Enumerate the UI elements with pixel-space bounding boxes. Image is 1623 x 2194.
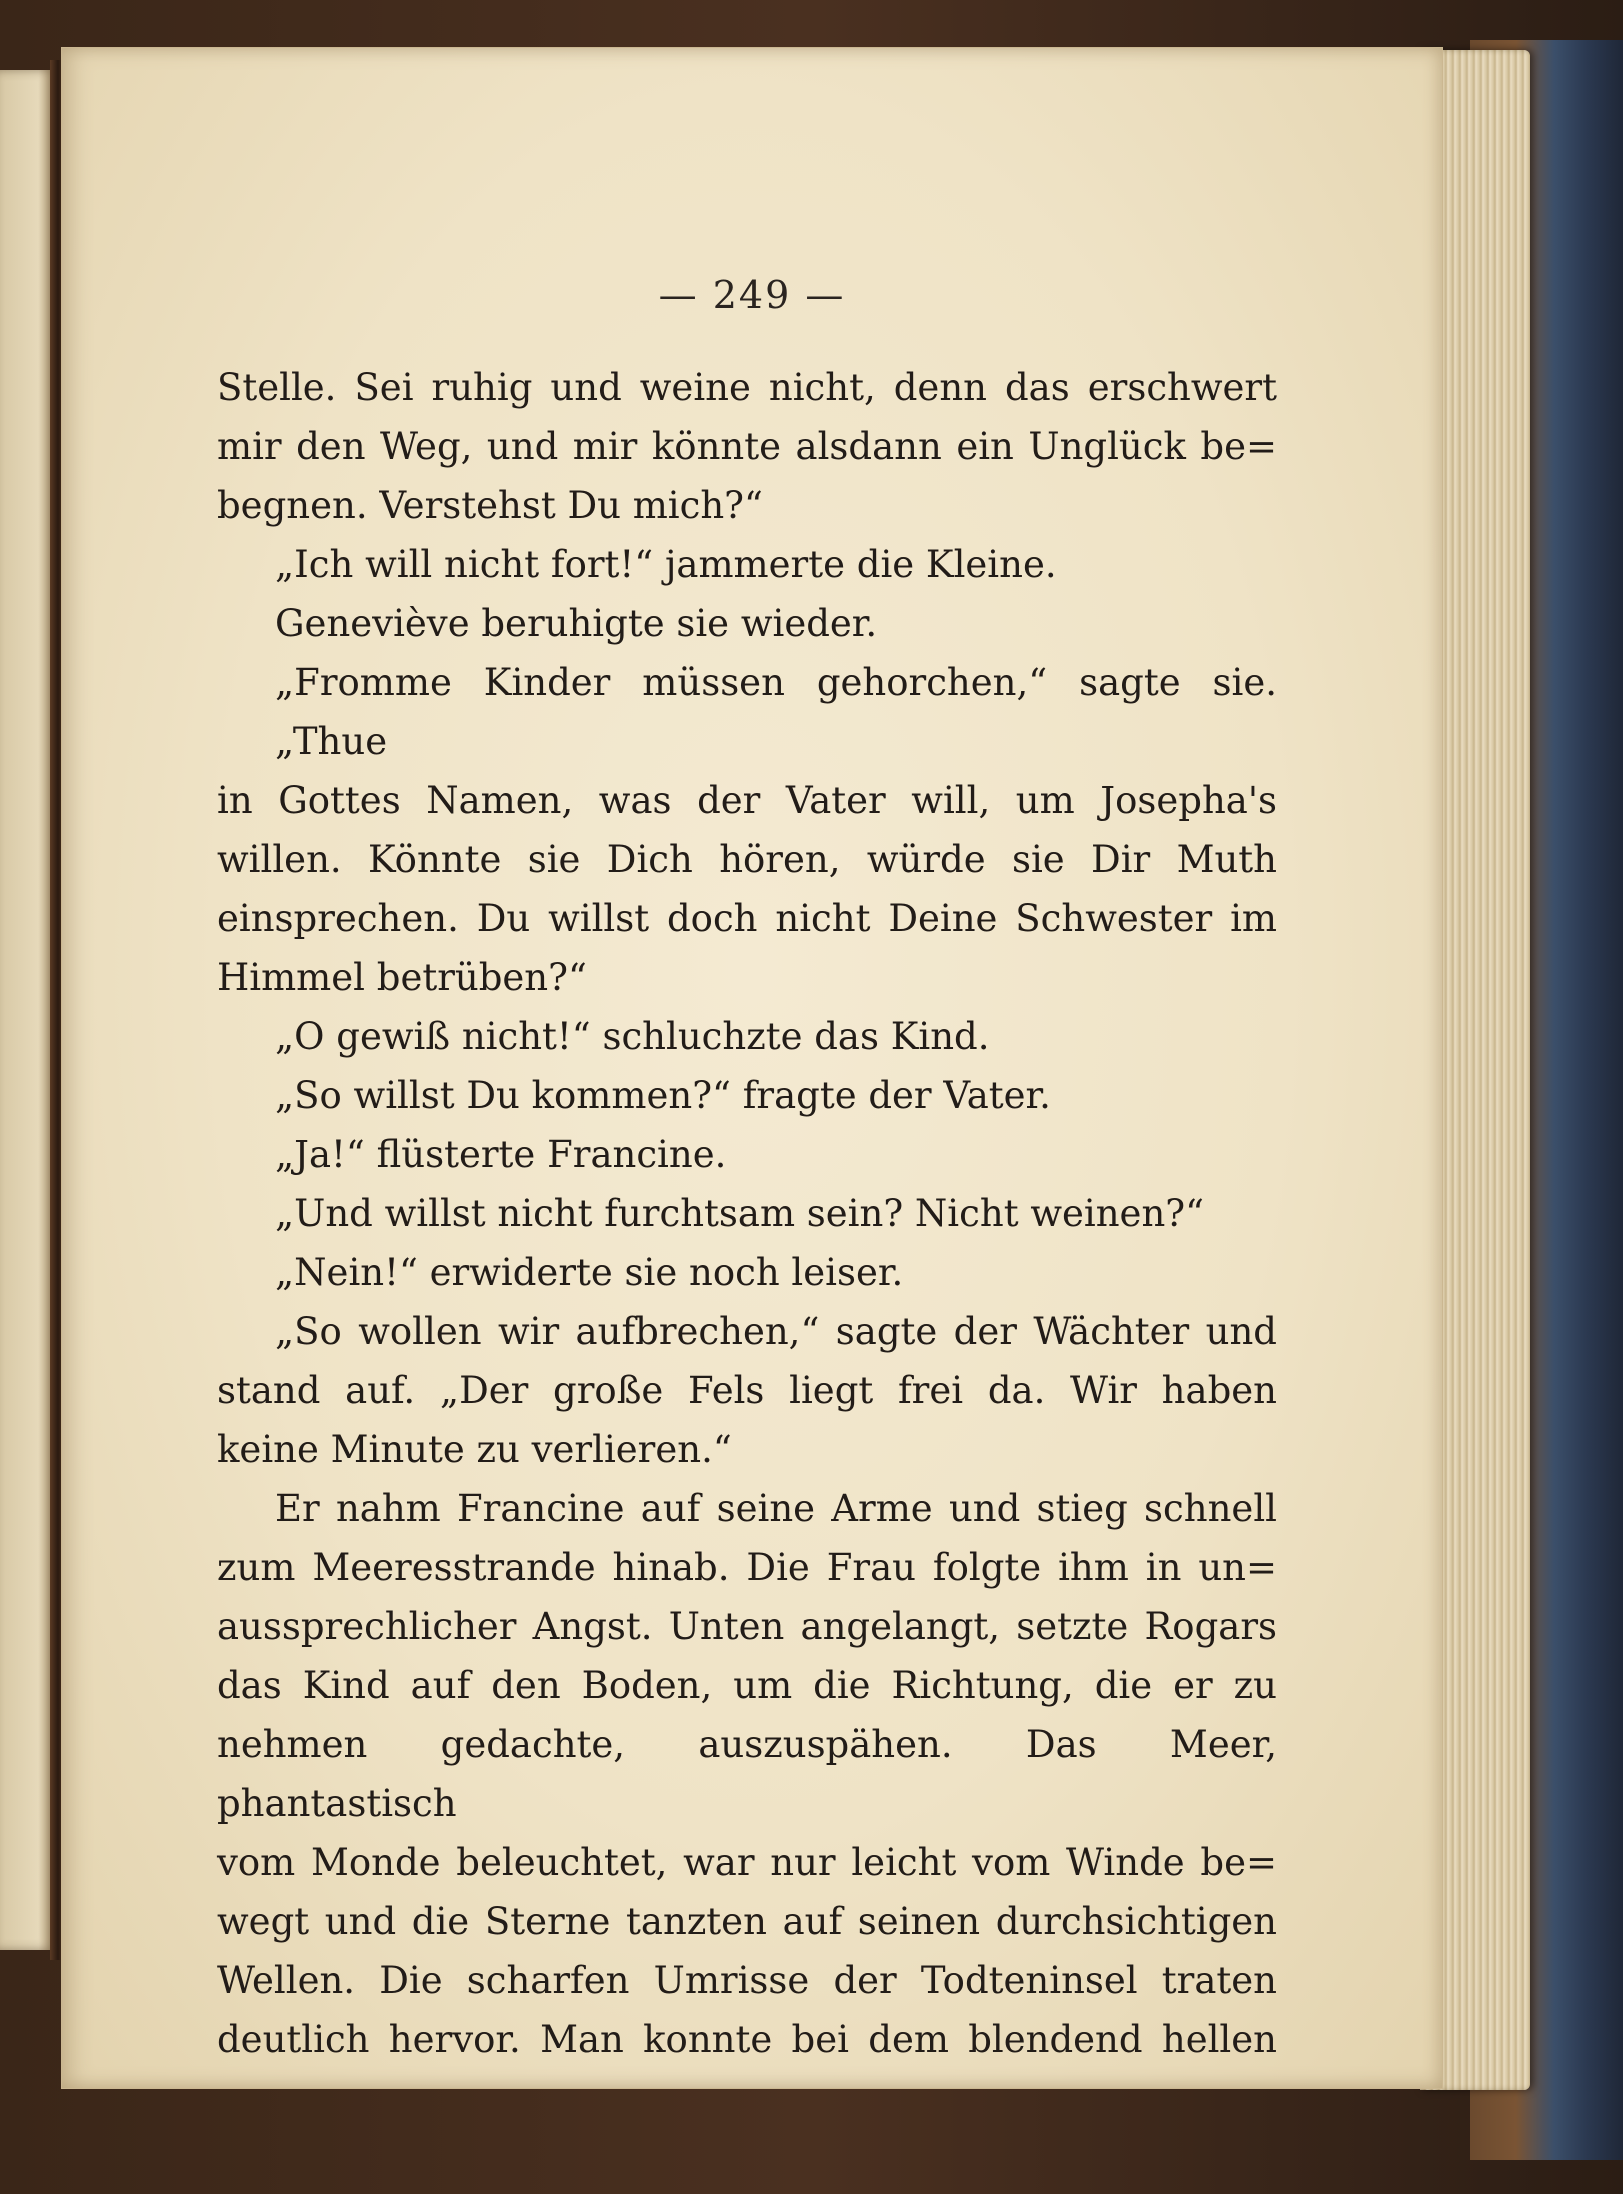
- text-line: aussprechlicher Angst. Unten angelangt, setzte Rogars: [217, 1605, 1277, 1648]
- text-line: einsprechen. Du willst doch nicht Deine Schwester im: [217, 897, 1277, 940]
- text-line: „O gewiß nicht!“ schluchzte das Kind.: [275, 1015, 990, 1058]
- text-line: mir den Weg, und mir könnte alsdann ein Unglück be=: [217, 425, 1277, 468]
- text-line: vom Monde beleuchtet, war nur leicht vom Winde be=: [217, 1841, 1277, 1884]
- text-line: willen. Könnte sie Dich hören, würde sie Dir Muth: [217, 838, 1277, 881]
- text-line: begnen. Verstehst Du mich?“: [217, 484, 763, 527]
- text-line: das Kind auf den Boden, um die Richtung, die er zu: [217, 1664, 1277, 1707]
- text-line: zum Meeresstrande hinab. Die Frau folgte ihm in un=: [217, 1546, 1277, 1589]
- text-line: „So wollen wir aufbrechen,“ sagte der Wächter und: [275, 1310, 1277, 1353]
- text-line: nehmen gedachte, auszuspähen. Das Meer, phantastisch: [217, 1723, 1277, 1825]
- page-text: [217, 358, 1277, 2069]
- facing-page-edge: [0, 70, 55, 1950]
- text-line: wegt und die Sterne tanzten auf seinen durchsichtigen: [217, 1900, 1277, 1943]
- text-line: „Nein!“ erwiderte sie noch leiser.: [275, 1251, 904, 1294]
- text-line: Himmel betrüben?“: [217, 956, 587, 999]
- text-line: „Ja!“ flüsterte Francine.: [275, 1133, 727, 1176]
- text-line: keine Minute zu verlieren.“: [217, 1428, 732, 1471]
- text-line: Geneviève beruhigte sie wieder.: [275, 602, 878, 645]
- text-line: „Und willst nicht furchtsam sein? Nicht weinen?“: [275, 1192, 1205, 1235]
- book-page: [62, 48, 1442, 2088]
- text-line: „So willst Du kommen?“ fragte der Vater.: [275, 1074, 1051, 1117]
- text-line: deutlich hervor. Man konnte bei dem blendend hellen: [217, 2018, 1277, 2061]
- text-line: Wellen. Die scharfen Umrisse der Todteninsel traten: [217, 1959, 1277, 2002]
- text-line: Er nahm Francine auf seine Arme und stieg schnell: [275, 1487, 1277, 1530]
- text-line: stand auf. „Der große Fels liegt frei da. Wir haben: [217, 1369, 1277, 1412]
- text-line: Stelle. Sei ruhig und weine nicht, denn das erschwert: [217, 366, 1277, 409]
- text-line: „Ich will nicht fort!“ jammerte die Kleine.: [275, 543, 1057, 586]
- text-line: in Gottes Namen, was der Vater will, um Josepha's: [217, 779, 1277, 822]
- text-line: „Fromme Kinder müssen gehorchen,“ sagte sie. „Thue: [275, 661, 1277, 763]
- page-number: — 249 —: [658, 273, 846, 317]
